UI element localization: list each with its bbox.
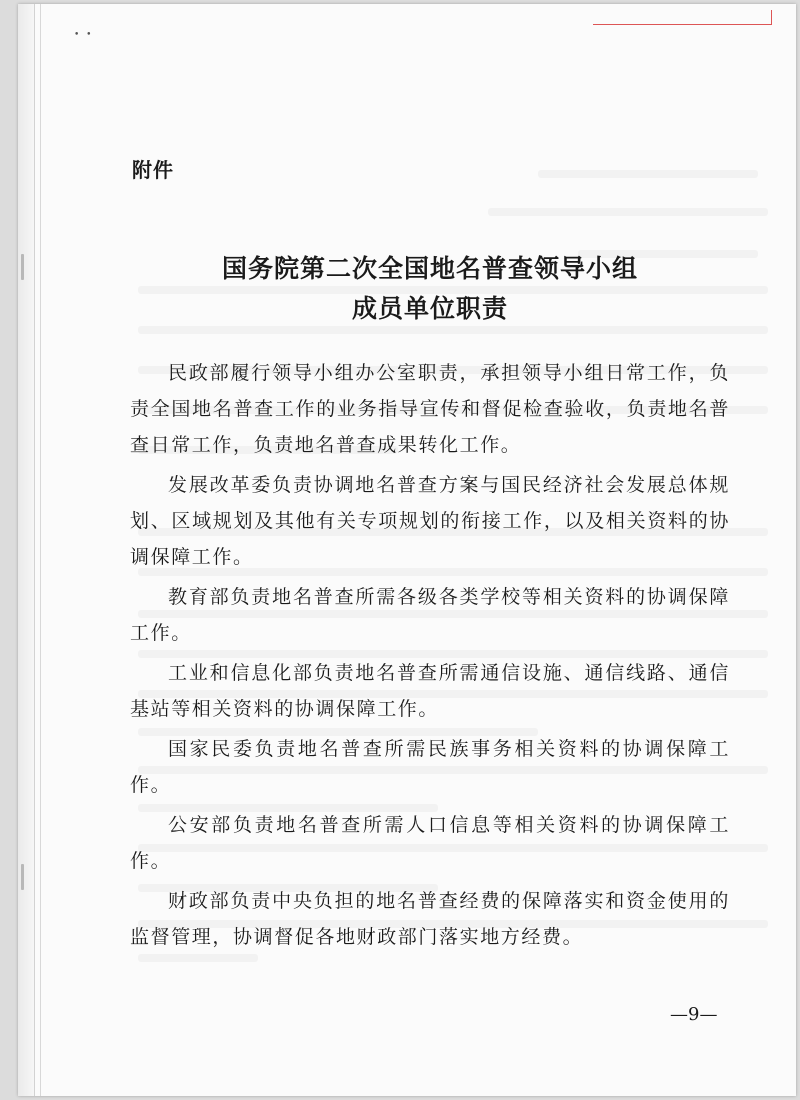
document-page: [18, 4, 796, 1096]
paragraph-industry-it: 工业和信息化部负责地名普查所需通信设施、通信线路、通信基站等相关资料的协调保障工作。: [130, 662, 730, 720]
title-line-1: 国务院第二次全国地名普查领导小组: [221, 254, 638, 283]
paragraph-education: 教育部负责地名普查所需各级各类学校等相关资料的协调保障工作。: [130, 586, 730, 644]
paragraph-ethnic-affairs: 国家民委负责地名普查所需民族事务相关资料的协调保障工作。: [130, 738, 730, 796]
document-body: [130, 154, 730, 959]
title-line-2: 成员单位职责: [351, 294, 508, 323]
paragraph-civil-affairs: 民政部履行领导小组办公室职责，承担领导小组日常工作，负责全国地名普查工作的业务指导宣传和督促检查验收，负责地名普查日常工作，负责地名普查成果转化工作。: [130, 362, 730, 456]
paragraph-development-reform: 发展改革委负责协调地名普查方案与国民经济社会发展总体规划、区域规划及其他有关专项规划的衔接工作，以及相关资料的协调保障工作。: [130, 474, 730, 568]
paragraph-public-security: 公安部负责地名普查所需人口信息等相关资料的协调保障工作。: [130, 814, 730, 872]
staple-mark: [21, 864, 24, 890]
corner-crop-mark: [593, 10, 772, 25]
binding-edge: [18, 4, 35, 1096]
page-number: —9—: [670, 1004, 718, 1025]
punch-dots: • •: [74, 30, 94, 40]
paragraph-finance: 财政部负责中央负担的地名普查经费的保障落实和资金使用的监督管理，协调督促各地财政部门落实地方经费。: [130, 890, 730, 948]
staple-mark: [21, 254, 24, 280]
binding-line: [40, 4, 41, 1096]
attachment-label: 附件: [132, 158, 174, 182]
document-title: [130, 249, 730, 329]
